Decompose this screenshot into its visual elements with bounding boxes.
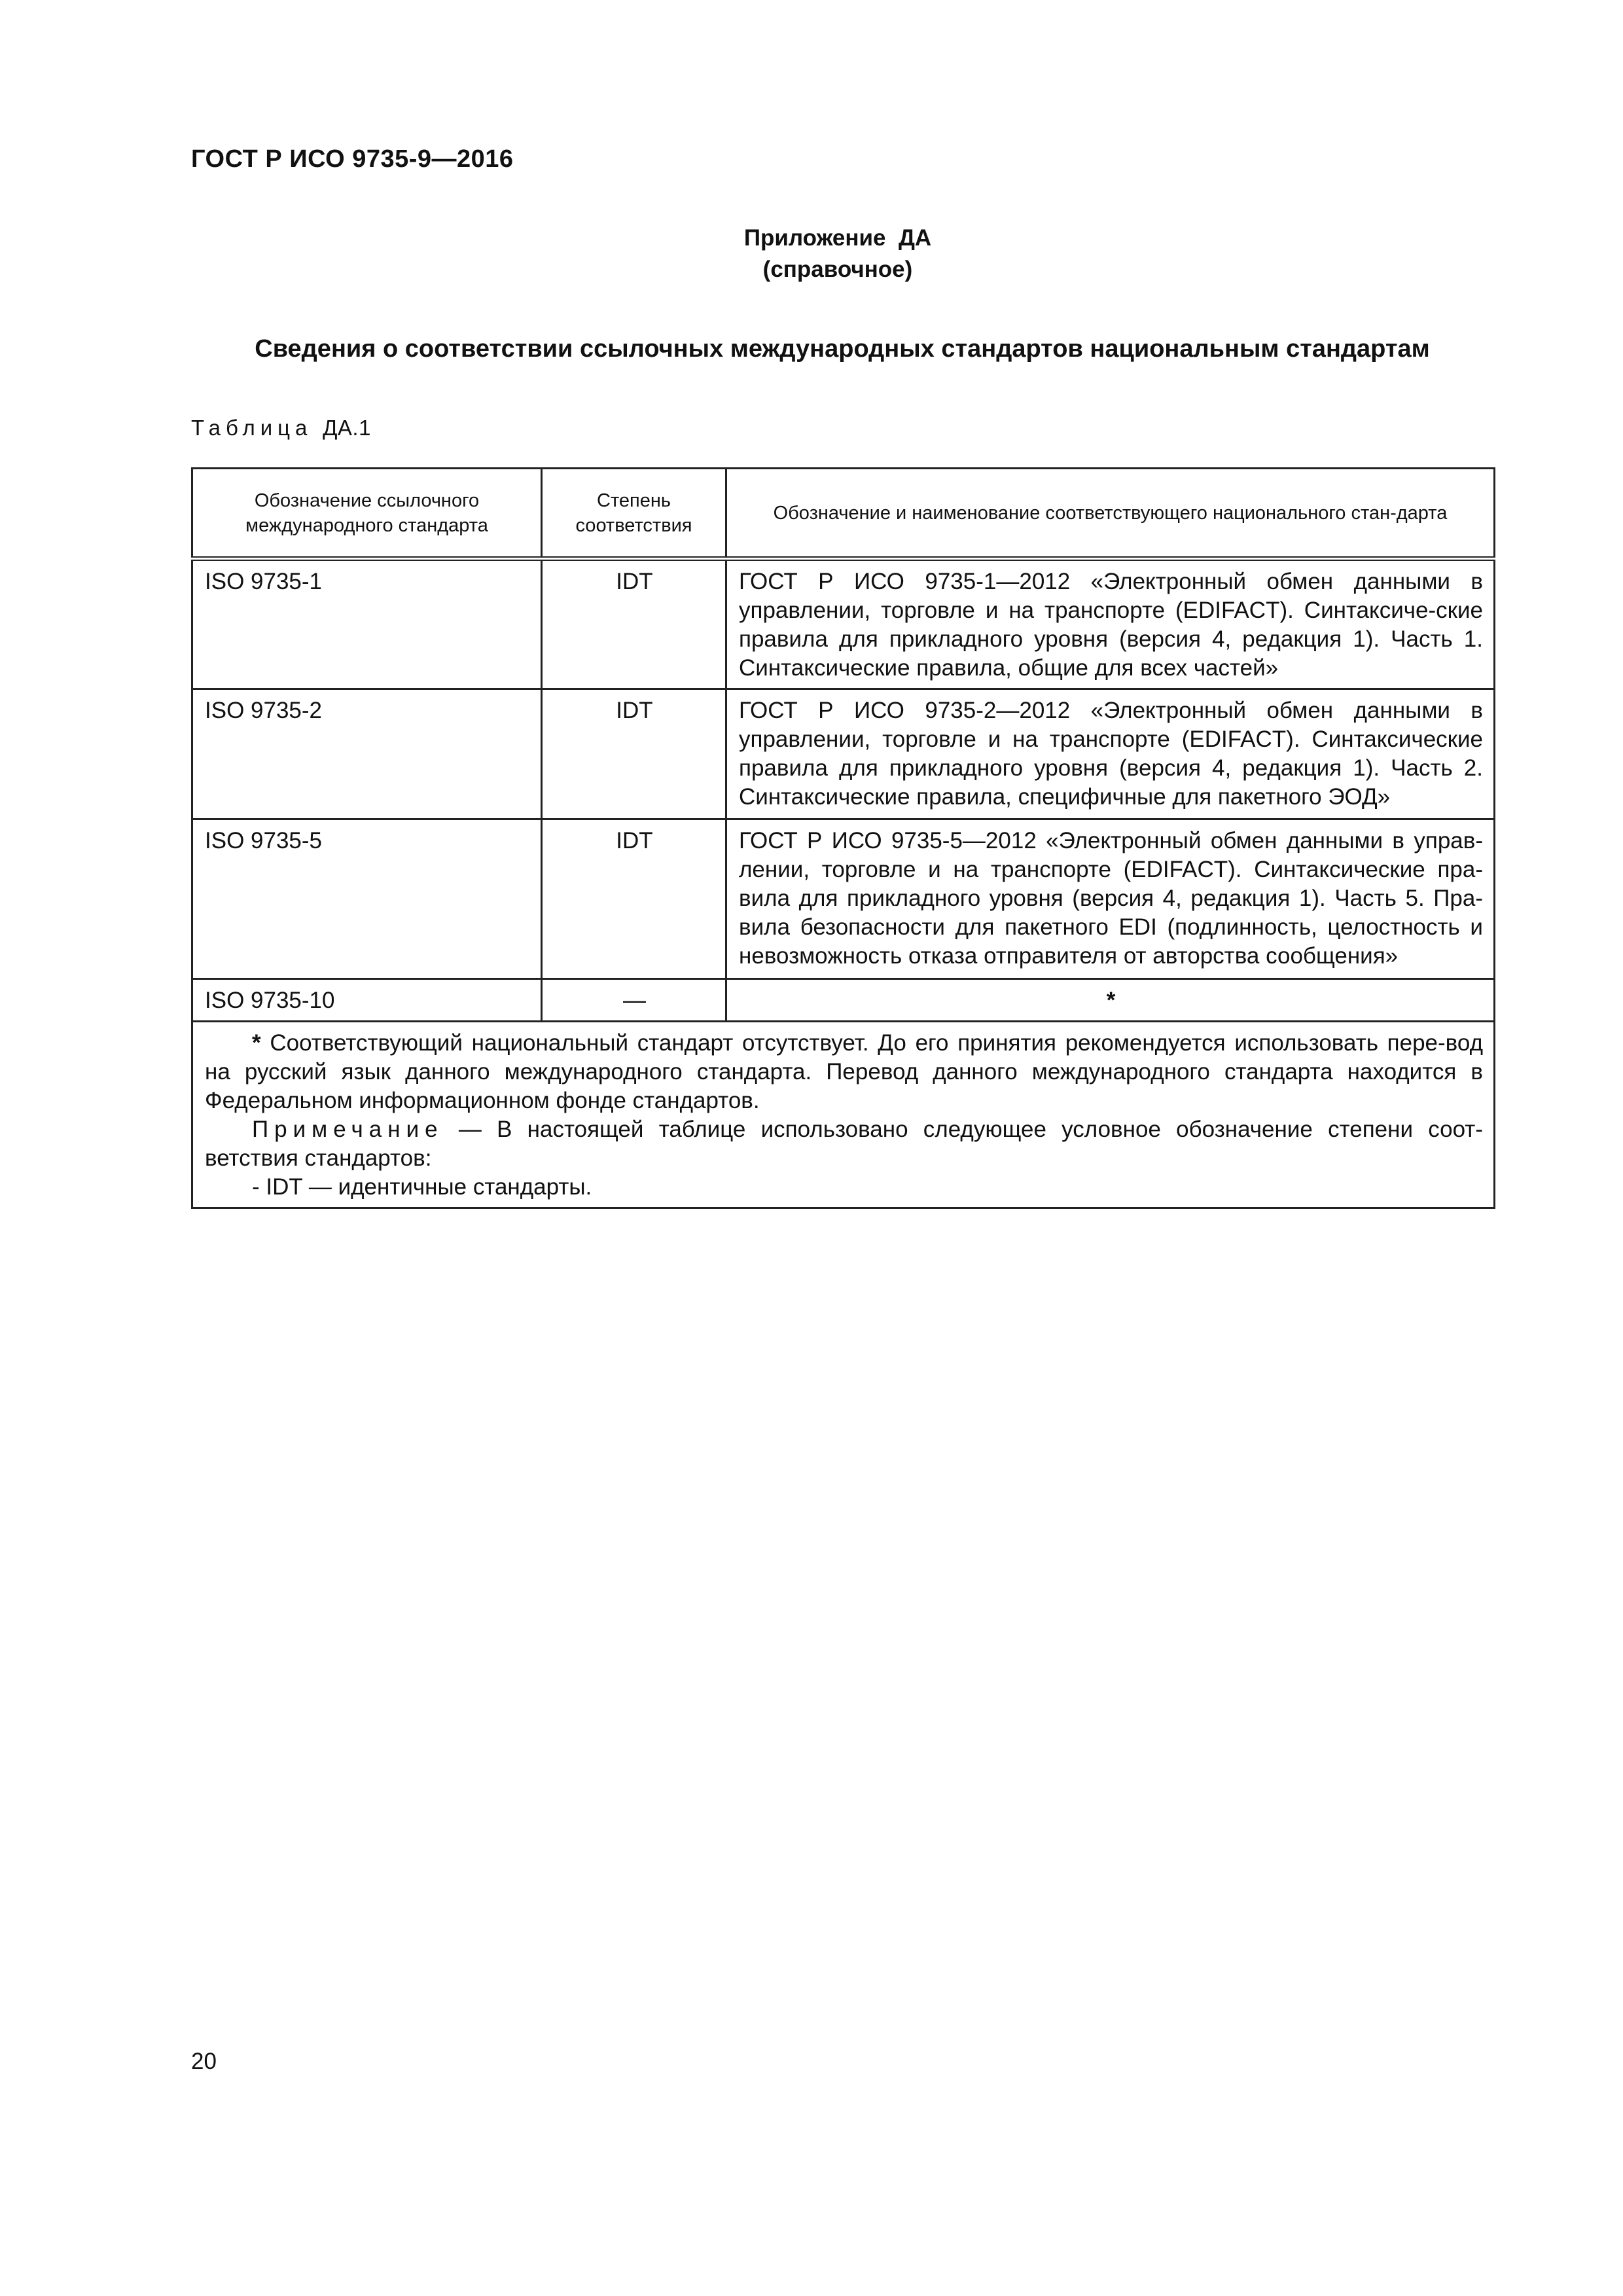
cell-degree: IDT [542, 689, 726, 819]
table-header-row [192, 469, 1495, 559]
header-national-standard: Обозначение и наименование соответствующего национального стан-дарта [726, 469, 1495, 559]
cell-national: ГОСТ Р ИСО 9735-2—2012 «Электронный обмен данными в управлении, торговле и на транспорте (EDIFACT). Синтаксические правила для прикладного уровня (версия 4, редакция 1). Часть 2. Синтаксические правила, специфичные для пакетного ЭОД» [726, 689, 1495, 819]
appendix-title: Приложение ДА [743, 225, 932, 251]
table-row [192, 819, 1495, 979]
cell-reference: ISO 9735-1 [192, 559, 542, 689]
table-caption-number: ДА.1 [323, 416, 371, 440]
note-paragraph [205, 1115, 1483, 1173]
cell-reference: ISO 9735-10 [192, 979, 542, 1022]
cell-national: * [726, 979, 1495, 1022]
cell-reference: ISO 9735-2 [192, 689, 542, 819]
table-caption-word: Таблица [191, 416, 313, 440]
table-footnote-row [192, 1022, 1495, 1208]
table-caption [191, 416, 371, 440]
appendix-heading [0, 223, 1623, 285]
note-label: Примечание [252, 1117, 444, 1142]
note-item: - IDT — идентичные стандарты. [252, 1174, 592, 1200]
document-code: ГОСТ Р ИСО 9735-9—2016 [191, 145, 514, 173]
cell-national: ГОСТ Р ИСО 9735-1—2012 «Электронный обмен данными в управлении, торговле и на транспорте (EDIFACT). Синтаксиче-ские правила для прикладного уровня (версия 4, редакция 1). Часть 1. Синтаксические правила, общие для всех частей» [726, 559, 1495, 689]
cell-national: ГОСТ Р ИСО 9735-5—2012 «Электронный обмен данными в управ-лении, торговле и на транспорте (EDIFACT). Синтаксические пра-вила для прикладного уровня (версия 4, редакция 1). Часть 5. Пра-вила безопасности для пакетного EDI (подлинность, целостность и невозможность отказа отправителя от авторства сообщения» [726, 819, 1495, 979]
appendix-subtitle: (справочное) [762, 257, 913, 282]
cell-degree: IDT [542, 819, 726, 979]
table-row [192, 979, 1495, 1022]
footnote-marker: * [252, 1030, 261, 1056]
table-row [192, 689, 1495, 819]
note-text: — В настоящей таблице использовано следующее условное обозначение степени соот-ветствия стандартов: [205, 1117, 1483, 1171]
cell-reference: ISO 9735-5 [192, 819, 542, 979]
table-row [192, 559, 1495, 689]
table-footnote [192, 1022, 1495, 1208]
header-degree: Степень соответствия [542, 469, 726, 559]
correspondence-table [191, 467, 1495, 1209]
section-title: Сведения о соответствии ссылочных международных стандартов национальным стандартам [255, 335, 1430, 363]
footnote-text: Соответствующий национальный стандарт отсутствует. До его принятия рекомендуется использовать пере-вод на русский язык данного международного стандарта. Перевод данного международного стандарта находится в Федеральном информационном фонде стандартов. [205, 1030, 1483, 1113]
footnote-paragraph [205, 1029, 1483, 1115]
cell-degree: — [542, 979, 726, 1022]
header-reference-standard: Обозначение ссылочного международного стандарта [192, 469, 542, 559]
page-number: 20 [191, 2049, 217, 2074]
cell-degree: IDT [542, 559, 726, 689]
